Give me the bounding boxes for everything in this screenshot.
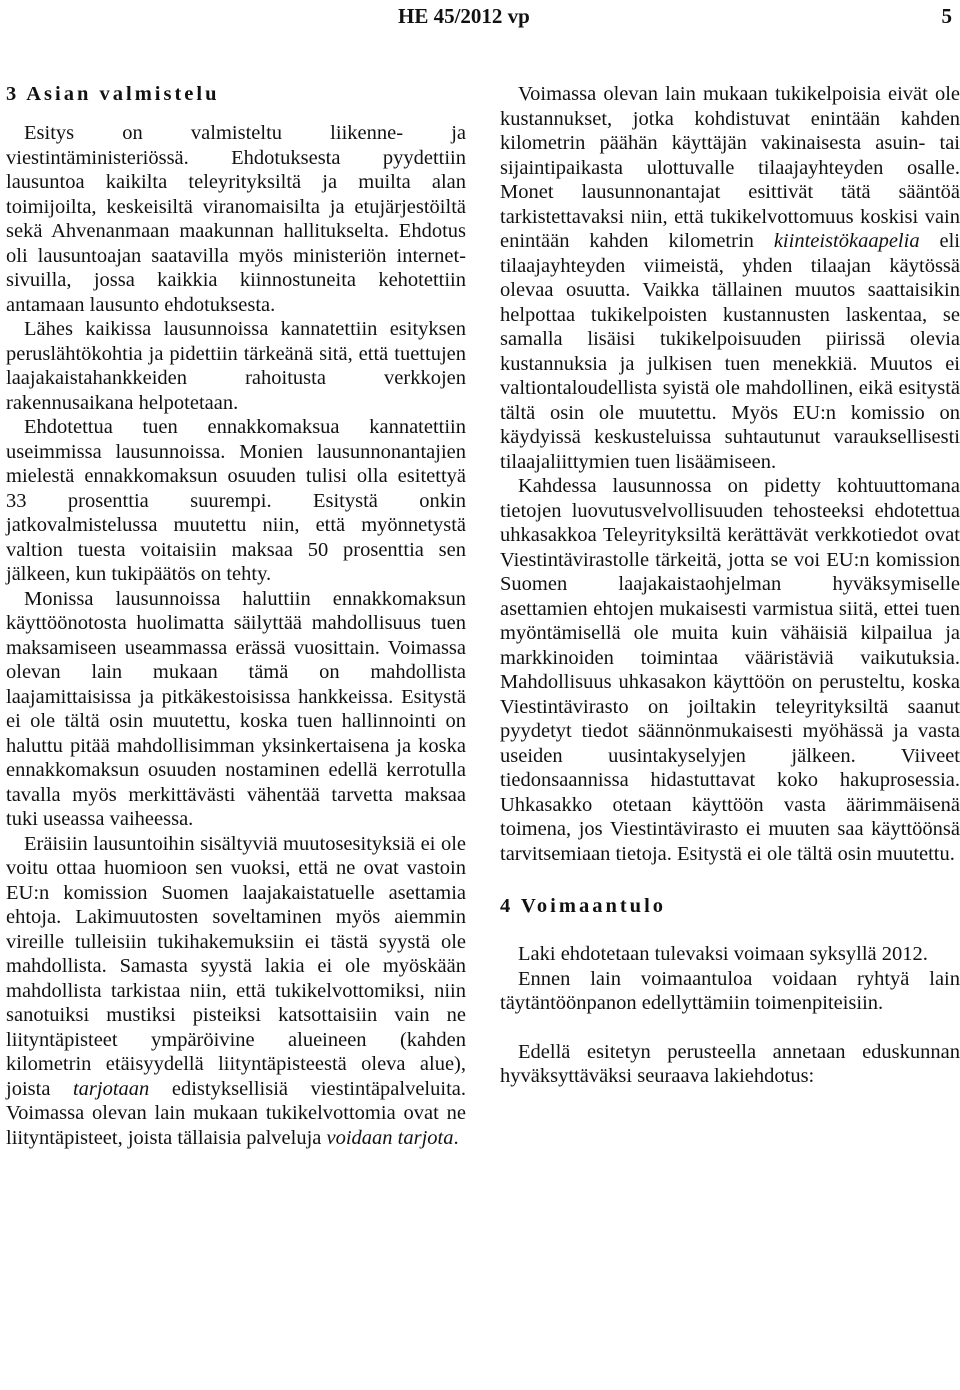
paragraph: Esitys on valmisteltu liikenne- ja viestintäministeriössä. Ehdotuksesta pyydettiin lausuntoa kaikilta teleyrityksiltä ja muilta alan toimijoilta, keskeisiltä viranomaisilta ja etujärjestöiltä sekä Ahvenanmaan maakunnan hallitukselta. Ehdotus oli lausuntoajan saatavilla myös ministeriön internet-sivuilla, jossa kaikkia kiinnostuneita kehotettiin antamaan lausunto ehdotuksesta. <box>6 122 466 316</box>
italic-term: voidaan tarjota <box>326 1126 454 1149</box>
paragraph: Kahdessa lausunnossa on pidetty kohtuuttomana tietojen luovutusvelvollisuuden tehosteeksi ehdotettua uhkasakkoa Teleyrityksiltä kerättävät verkkotiedot ovat Viestintävirastolle tärkeitä, jotta se voi EU:n komission Suomen laajakaistaohjelman hyväksymiselle asettamien ehtojen mukaisesti varmistua siitä, ettei tuen myöntämisellä ole muita kuin vähäisiä kilpailua ja markkinoiden toimintaa vääristäviä vaikutuksia. Mahdollisuus uhkasakon käyttöön on perusteltu, koska Viestintävirasto on joiltakin teleyrityksiltä saanut pyydetyt tiedot säännönmukaisesti myöhässä ja vasta useiden uusintakyselyjen jälkeen. Viiveet tiedonsaannissa hidastuttavat koko hakuprosessia. Uhkasakko otetaan käyttöön vasta äärimmäisenä toimena, jos Viestintävirasto ei muuten saa käyttöönsä tarvitsemiaan tietoja. Esitystä ei ole tältä osin muutettu. <box>500 475 960 865</box>
text-run: Voimassa olevan lain mukaan tukikelpoisia eivät ole kustannukset, jotka kohdistuvat enintään kahden kilometrin päähän käyttäjän vakinaisesta asuin- tai sijaintipaikasta ulottuvalle tilaajayhteyden osalle. Monet lausunnonantajat esittivät tätä sääntöä tarkistettavaksi niin, että tukikelvottomuus koskisi vain enintään kahden kilometrin <box>500 83 960 252</box>
right-column <box>500 82 960 1089</box>
paragraph: Monissa lausunnoissa haluttiin ennakkomaksun käyttöönotosta huolimatta säilyttää mahdollisuus tuen maksamiseen useammassa erässä vuosittain. Voimassa olevan lain mukaan tämä on mahdollista laajamittaisissa ja pitkäkestoisissa hankkeissa. Esitystä ei ole tältä osin muutettu, koska tuen hallinnointi on haluttu pitää mahdollisimman yksinkertaisena ja koska ennakkomaksun osuuden nostaminen edellä kerrotulla tavalla myös merkittävästi vähentää tarvetta maksaa tuki useassa vaiheessa. <box>6 587 466 830</box>
paragraph: Lähes kaikissa lausunnoissa kannatettiin esityksen peruslähtökohtia ja pidettiin tärkeänä sitä, että tuettujen laajakaistahankkeiden rahoitusta verkkojen rakennusaikana helpotetaan. <box>6 318 466 414</box>
page-header <box>0 2 960 32</box>
paragraph <box>6 832 466 1151</box>
italic-term: kiinteistökaapelia <box>773 230 920 252</box>
document-id: HE 45/2012 vp <box>398 4 530 28</box>
paragraph: Ennen lain voimaantuloa voidaan ryhtyä lain täytäntöönpanon edellyttämiin toimenpiteisiin. <box>500 967 960 1014</box>
italic-term: tarjotaan <box>72 1077 150 1100</box>
section-heading-4: 4 Voimaantulo <box>500 895 667 917</box>
page-number: 5 <box>941 4 952 28</box>
text-run: . <box>453 1126 459 1149</box>
paragraph: Ehdotettua tuen ennakkomaksua kannatettiin useimmissa lausunnoissa. Monien lausunnonantajien mielestä ennakkomaksun osuuden tulisi olla esitettyä 33 prosenttia suurempi. Esitystä onkin jatkovalmistelussa muutettu niin, että myönnetystä valtion tuesta voitaisiin maksaa 50 prosenttia sen jälkeen, kun tukipäätös on tehty. <box>6 416 466 585</box>
paragraph: Edellä esitetyn perusteella annetaan eduskunnan hyväksyttäväksi seuraava lakiehdotus: <box>500 1040 960 1087</box>
paragraph <box>500 82 960 474</box>
text-run: Eräisiin lausuntoihin sisältyviä muutosesityksiä ei ole voitu ottaa huomioon sen vuoksi, että ne ovat vastoin EU:n komission Suomen laajakaistatuelle asettamia ehtoja. Lakimuutosten soveltaminen myös aiemmin vireille tulleisiin tukihakemuksiin ei tästä syystä ole mahdollista. Samasta syystä lakia ei ole myöskään mahdollista tarkistaa niin, että tukikelvottomiksi, niin sanotuiksi mustiksi pisteiksi katsottaisiin vain ne liityntäpisteet ympäröivine alueineen (kahden kilometrin etäisyydellä liityntäpisteestä oleva alue), joista <box>6 832 466 1100</box>
left-column <box>6 82 466 1150</box>
paragraph: Laki ehdotetaan tulevaksi voimaan syksyllä 2012. <box>518 943 928 965</box>
text-run: eli tilaajayhteyden viimeistä, yhden tilaajan käytössä olevaa osuutta. Vaikka tällainen muutos saattaisikin helpottaa tukikelpoisten kustannusten laskentaa, se samalla lisäisi tukikelpoisuuden piirissä olevia kustannuksia ja julkisen tuen menekkiä. Muutos ei valtiontaloudellista syistä ole mahdollinen, eikä esitystä tältä osin ole muutettu. Myös EU:n komissio on käydyissä keskusteluissa suhtautunut varauksellisesti tilaajaliittymien tuen lisäämiseen. <box>500 230 960 473</box>
text-run: edistyksellisiä viestintäpalveluita. Voimassa olevan lain mukaan tukikelvottomia ovat ne liityntäpisteet, joista tällaisia palveluja <box>6 1077 466 1149</box>
section-heading-3: 3 Asian valmistelu <box>6 83 220 105</box>
